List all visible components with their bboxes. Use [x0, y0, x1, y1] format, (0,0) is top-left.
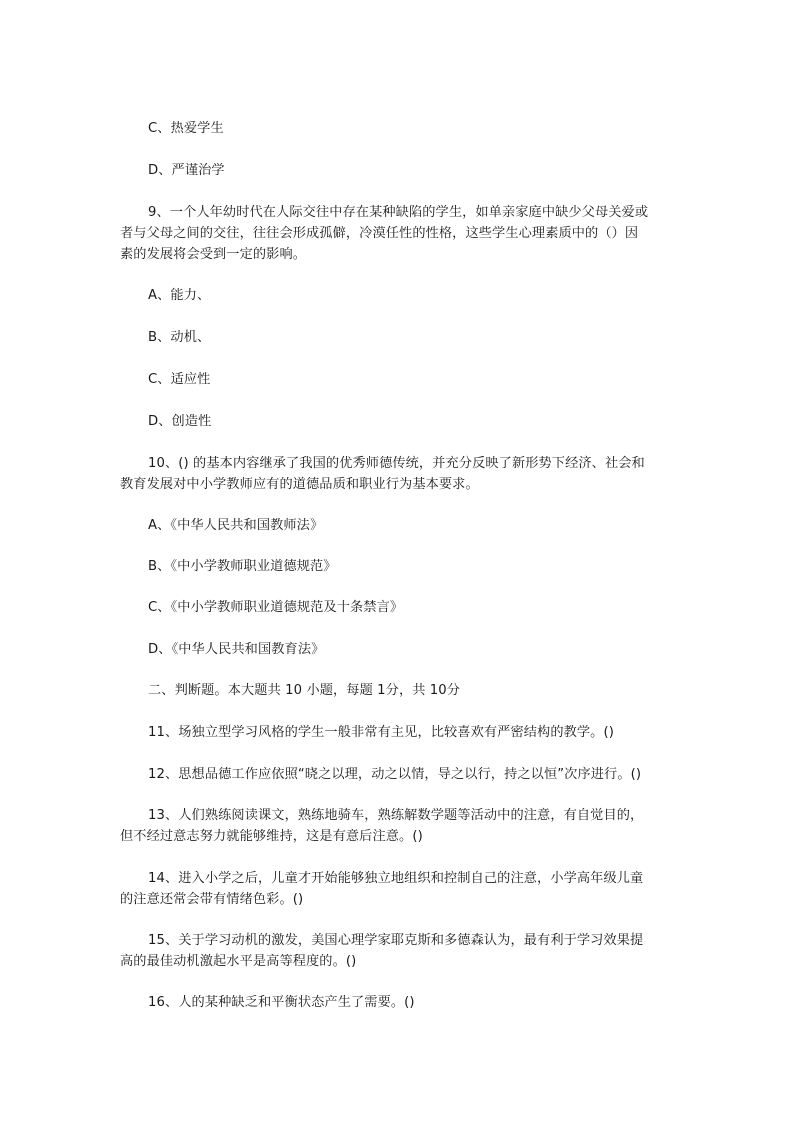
question-text-line: 的注意还常会带有情绪色彩。() — [120, 892, 304, 907]
option-c-q9 — [120, 369, 704, 390]
question-14 — [120, 868, 676, 910]
option-text: D、创造性 — [148, 414, 212, 429]
option-b-q9 — [120, 327, 704, 348]
option-b-q10 — [120, 556, 704, 577]
question-text-line: 11、场独立型学习风格的学生一般非常有主见，比较喜欢有严密结构的教学。() — [148, 725, 614, 740]
question-text-line: 教育发展对中小学教师应有的道德品质和职业行为基本要求。 — [120, 477, 479, 492]
section-heading-text: 二、判断题。本大题共 10 小题，每题 1分，共 10分 — [148, 683, 461, 698]
question-text-line: 13、人们熟练阅读课文，熟练地骑车，熟练解数学题等活动中的注意，有自觉目的， — [148, 808, 644, 823]
option-text: A、能力、 — [148, 288, 211, 303]
question-text-line: 12、思想品德工作应依照“晓之以理，动之以情，导之以行，持之以恒”次序进行。() — [148, 767, 642, 782]
option-text: D、《中华人民共和国教育法》 — [148, 642, 325, 657]
option-text: C、《中小学教师职业道德规范及十条禁言》 — [148, 600, 404, 615]
option-text: B、动机、 — [148, 330, 211, 345]
option-c-q8 — [120, 118, 704, 139]
question-text-line: 但不经过意志努力就能够维持，这是有意后注意。() — [120, 829, 423, 844]
question-11 — [120, 722, 704, 743]
option-d-q8 — [120, 160, 704, 181]
section-heading-judgement — [120, 680, 704, 701]
question-text-line: 14、进入小学之后，儿童才开始能够独立地组织和控制自己的注意，小学高年级儿童 — [148, 871, 644, 886]
option-text: C、适应性 — [148, 372, 211, 387]
question-text-line: 高的最佳动机激起水平是高等程度的。() — [120, 954, 357, 969]
option-c-q10 — [120, 597, 704, 618]
option-text: D、严谨治学 — [148, 163, 225, 178]
question-15 — [120, 930, 676, 972]
option-text: B、《中小学教师职业道德规范》 — [148, 559, 337, 574]
option-a-q10 — [120, 515, 704, 536]
question-text-line: 9、一个人年幼时代在人际交往中存在某种缺陷的学生，如单亲家庭中缺少父母关爱或 — [148, 205, 649, 220]
question-10 — [120, 453, 676, 495]
option-text: C、热爱学生 — [148, 121, 224, 136]
question-text-line: 16、人的某种缺乏和平衡状态产生了需要。() — [148, 995, 415, 1010]
question-text-line: 15、关于学习动机的激发，美国心理学家耶克斯和多德森认为，最有利于学习效果提 — [148, 933, 644, 948]
question-text-line: 10、() 的基本内容继承了我国的优秀师德传统，并充分反映了新形势下经济、社会和 — [148, 456, 645, 471]
option-a-q9 — [120, 285, 704, 306]
option-d-q10 — [120, 639, 704, 660]
question-12 — [120, 764, 704, 785]
question-text-line: 素的发展将会受到一定的影响。 — [120, 247, 307, 262]
question-text-line: 者与父母之间的交往，往往会形成孤僻，冷漠任性的性格，这些学生心理素质中的（）因 — [120, 226, 639, 241]
option-text: A、《中华人民共和国教师法》 — [148, 518, 324, 533]
question-9 — [120, 202, 676, 265]
option-d-q9 — [120, 411, 704, 432]
question-16 — [120, 992, 704, 1013]
question-13 — [120, 805, 676, 847]
